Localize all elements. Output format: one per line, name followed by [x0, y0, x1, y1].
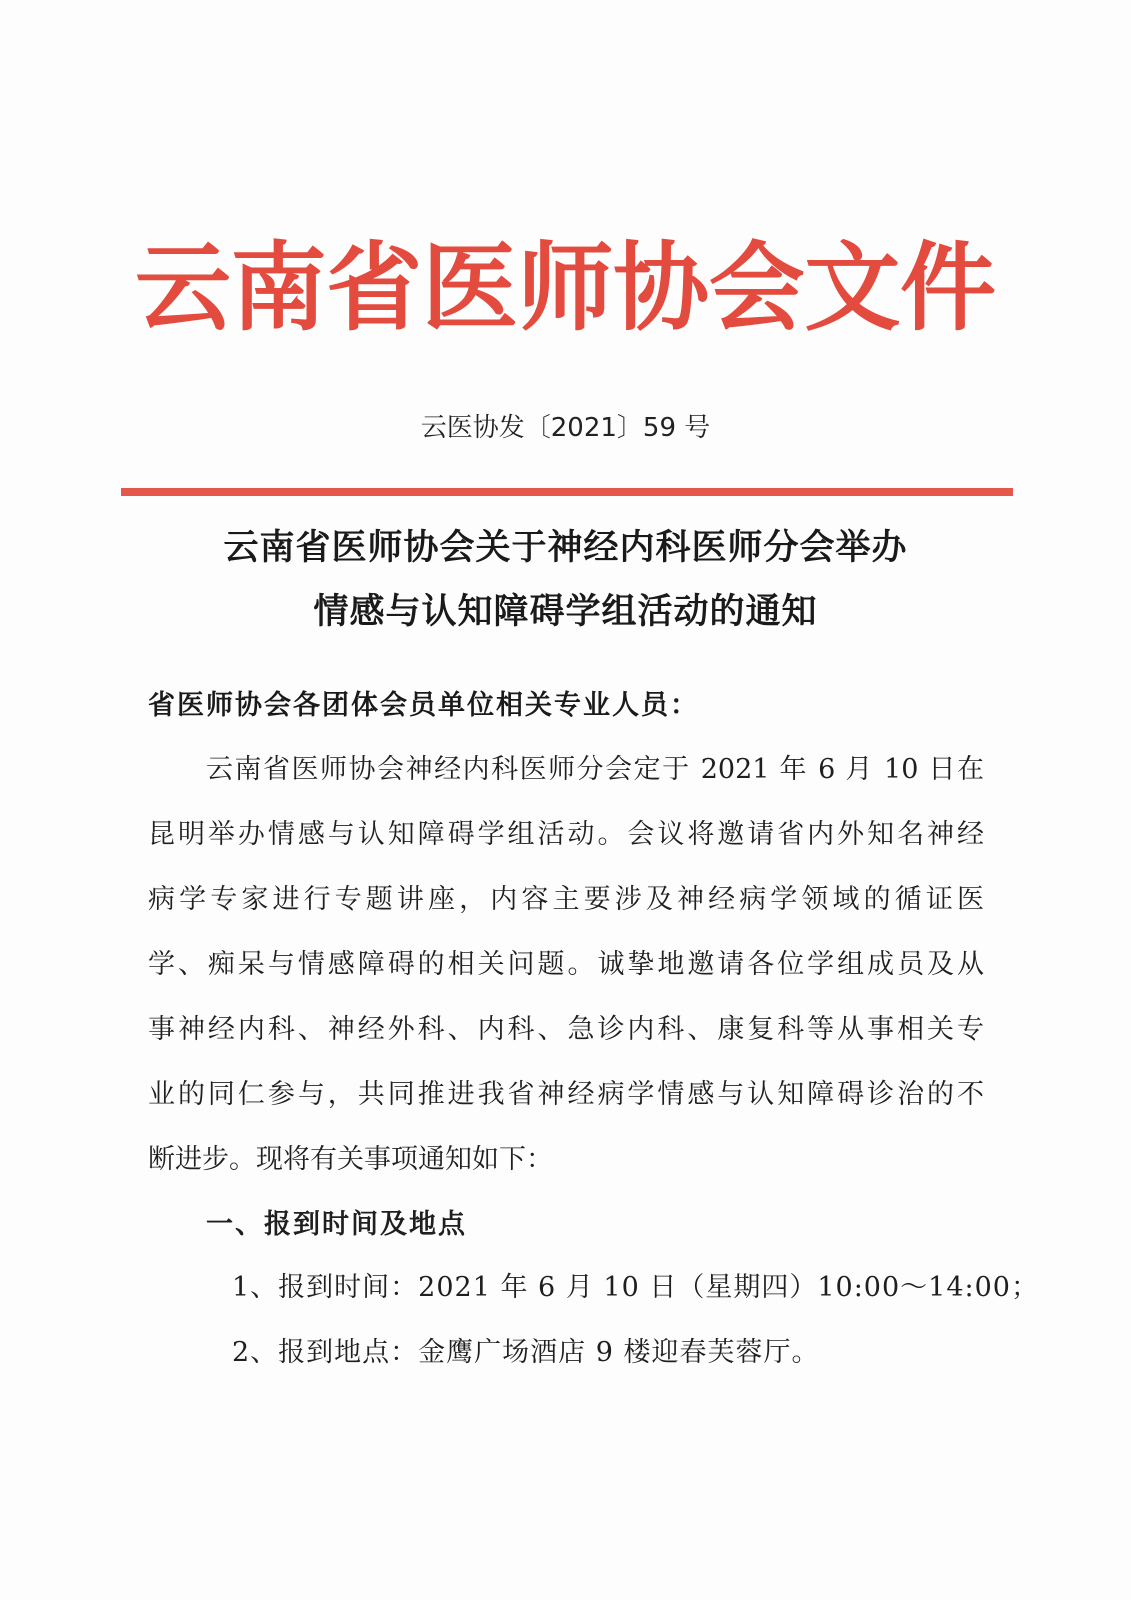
- notice-title-line-1: 云南省医师协会关于神经内科医师分会举办: [223, 528, 908, 568]
- body-line: 学、痴呆与情感障碍的相关问题。诚挚地邀请各位学组成员及从: [148, 949, 984, 980]
- masthead-char: 南: [230, 231, 327, 344]
- body-line: 病学专家进行专题讲座，内容主要涉及神经病学领域的循证医: [148, 884, 984, 915]
- masthead-char: 师: [517, 231, 614, 344]
- masthead-char: 件: [900, 231, 996, 344]
- masthead-char: 文: [804, 231, 901, 344]
- salutation: 省医师协会各团体会员单位相关专业人员：: [148, 690, 699, 721]
- list-item: 1、报到时间：2021 年 6 月 10 日（星期四）10:00～14:00；: [232, 1272, 1039, 1303]
- document-number: 云医协发〔2021〕59 号: [420, 413, 711, 443]
- masthead-char: 省: [326, 231, 423, 344]
- body-line: 云南省医师协会神经内科医师分会定于 2021 年 6 月 10 日在: [206, 754, 984, 785]
- masthead-char: 协: [613, 231, 710, 344]
- masthead-char: 会: [708, 231, 805, 344]
- body-line: 事神经内科、神经外科、内科、急诊内科、康复科等从事相关专: [148, 1014, 984, 1045]
- body-line: 业的同仁参与，共同推进我省神经病学情感与认知障碍诊治的不: [148, 1079, 984, 1110]
- section-heading: 一、报到时间及地点: [206, 1209, 467, 1240]
- red-divider-rule: [121, 488, 1013, 496]
- masthead-char: 云: [135, 231, 231, 344]
- masthead-title: [135, 228, 995, 348]
- list-item: 2、报到地点：金鹰广场酒店 9 楼迎春芙蓉厅。: [232, 1337, 820, 1368]
- body-line: 昆明举办情感与认知障碍学组活动。会议将邀请省内外知名神经: [148, 819, 984, 850]
- masthead-char: 医: [421, 231, 518, 344]
- notice-title-line-2: 情感与认知障碍学组活动的通知: [313, 592, 818, 632]
- body-line: 断进步。现将有关事项通知如下：: [148, 1144, 553, 1175]
